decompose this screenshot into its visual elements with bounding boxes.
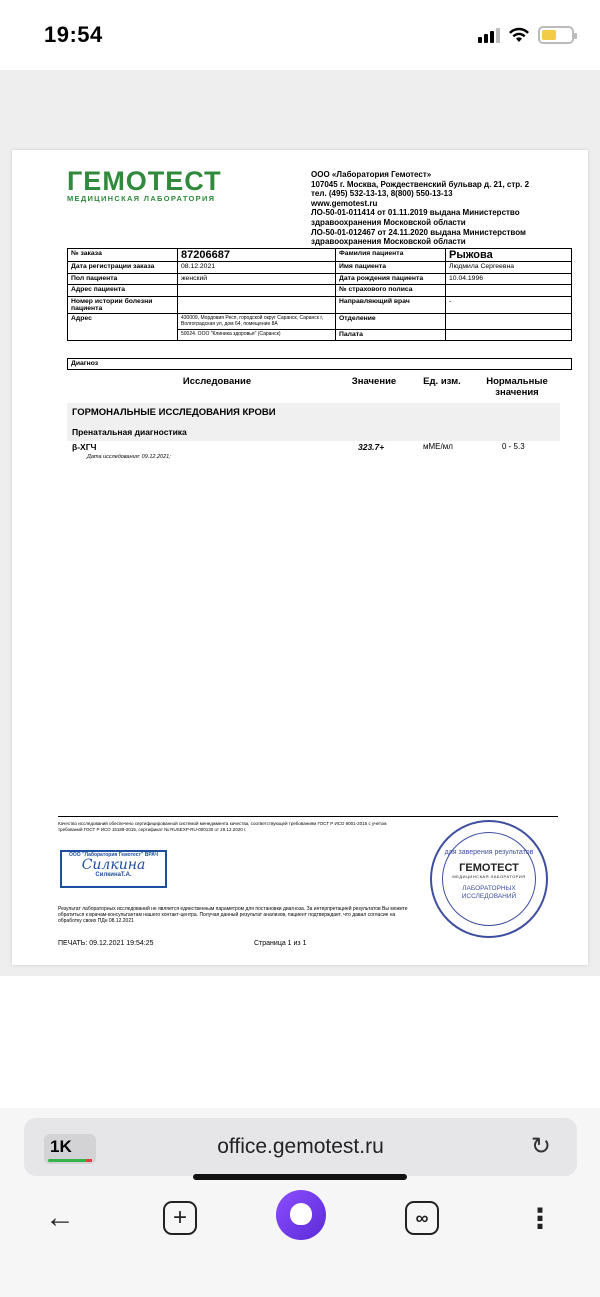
company-line: ЛО-50-01-012467 от 24.11.2020 выдана Министерством здравоохранения Московской области: [311, 227, 526, 247]
col-norm: Нормальные значения: [486, 376, 548, 398]
ward-label: Палата: [336, 329, 446, 341]
seal-logo-sub: МЕДИЦИНСКАЯ ЛАБОРАТОРИЯ: [452, 874, 526, 879]
birth-value: 10.04.1996: [446, 273, 572, 285]
result-name: β-ХГЧ: [72, 442, 97, 452]
company-line: тел. (495) 532-13-13, 8(800) 550-13-13: [311, 189, 453, 199]
order-label: № заказа: [68, 249, 178, 262]
back-button[interactable]: [40, 1198, 80, 1238]
cellular-signal-icon: [478, 27, 500, 43]
lab-report-page: [12, 150, 588, 965]
seal-line2: ЛАБОРАТОРНЫХ ИССЛЕДОВАНИЙ: [461, 885, 517, 900]
status-bar: [0, 0, 600, 70]
seal-line1: для заверения результатов: [444, 849, 534, 856]
col-unit: Ед. изм.: [423, 376, 461, 387]
col-test: Исследование: [182, 376, 252, 387]
wifi-icon: [508, 27, 530, 43]
surname-label: Фамилия пациента: [336, 249, 446, 262]
sex-value: женский: [178, 273, 336, 285]
stamp-top: ООО "Лаборатория Гемотест" ВРАЧ: [69, 852, 158, 858]
result-norm: 0 - 5.3: [502, 442, 525, 451]
logo-main-text: ГЕМОТЕСТ: [67, 166, 222, 196]
document-viewer[interactable]: [0, 70, 600, 976]
clinic-value: 50024. ООО "Клиника здоровья" (Саранск): [178, 329, 336, 341]
address-bar[interactable]: [24, 1118, 577, 1176]
history-label: Номер истории болезни пациента: [68, 296, 178, 313]
company-line: www.gemotest.ru: [311, 198, 378, 208]
subsection-title: Пренатальная диагностика: [67, 423, 560, 441]
col-value: Значение: [351, 376, 397, 387]
diagnosis-row: Диагноз: [67, 358, 572, 370]
browser-nav: [0, 1190, 600, 1250]
name-label: Имя пациента: [336, 262, 446, 274]
result-date: Дата исследования: 09.12.2021;: [87, 454, 171, 460]
policy-value: [446, 285, 572, 297]
name-value: Людмила Сергеевна: [446, 262, 572, 274]
result-value: 323.7+: [358, 442, 385, 452]
patient-info-table: [67, 248, 572, 341]
arrow-left-icon: ←: [45, 1201, 75, 1234]
reg-date-value: 08.12.2021: [178, 262, 336, 274]
surname-value: Рыжова: [446, 249, 572, 262]
lab-seal: [430, 820, 548, 938]
page-number: Страница 1 из 1: [254, 940, 307, 947]
result-notice: Результат лабораторных исследований не является единственным параметром для постановки диагноза. За интерпретацией результатов Вы можете обратиться к врачам-консультантам нашего контакт-центра. Получая данный результат анализов, пациент подтверждает, что давал согласие на обработку своих ПДн 08.12.2021: [58, 906, 408, 924]
doctor-value: -: [446, 296, 572, 313]
badge-indicator: [48, 1159, 92, 1162]
reload-icon[interactable]: ↻: [530, 1133, 551, 1160]
ward-value: [446, 329, 572, 341]
new-tab-button[interactable]: [160, 1198, 200, 1238]
company-line: ООО «Лаборатория Гемотест»: [311, 170, 432, 179]
seal-logo: ГЕМОТЕСТ: [459, 862, 519, 874]
reg-date-label: Дата регистрации заказа: [68, 262, 178, 274]
company-info: [311, 170, 571, 247]
status-icons: [478, 26, 574, 44]
quality-notice: Качество исследований обеспечено сертифицированной системой менеджмента качества, соответствующей требованиям ГОСТ Р ИСО 9001-2015 с учетом требований ГОСТ Р ИСО 15189-2015, сертификат № RUSEXP-RU-000130 от 29.12.2020 г.: [58, 821, 387, 832]
order-number: 87206687: [178, 249, 336, 262]
more-menu-button[interactable]: [520, 1198, 560, 1238]
browser-toolbar: [0, 1108, 600, 1297]
battery-icon: [538, 26, 574, 44]
result-unit: мМЕ/мл: [423, 442, 453, 451]
doctor-label: Направляющий врач: [336, 296, 446, 313]
dept-label: Отделение: [336, 313, 446, 329]
history-value: [178, 296, 336, 313]
dept-value: [446, 313, 572, 329]
home-indicator[interactable]: [193, 1174, 407, 1180]
address-value: [178, 285, 336, 297]
company-line: 107045 г. Москва, Рождественский бульвар д. 21, стр. 2: [311, 179, 530, 189]
logo-sub-text: МЕДИЦИНСКАЯ ЛАБОРАТОРИЯ: [67, 194, 216, 203]
gemotest-logo: [67, 168, 222, 203]
comments-count: 1K: [50, 1137, 72, 1156]
plus-icon: +: [163, 1201, 197, 1235]
tabs-button[interactable]: [402, 1198, 442, 1238]
footer-divider: [58, 816, 558, 817]
infinity-icon: ∞: [405, 1201, 439, 1235]
alice-assistant-button[interactable]: [276, 1190, 326, 1240]
policy-label: № страхового полиса: [336, 285, 446, 297]
doctor-stamp: [60, 850, 167, 888]
addr-value: 430009, Мордовия Респ, городской округ Саранск, Саранск г, Волгоградская ул, дом 64, помещение 8А: [178, 313, 336, 329]
address-label: Адрес пациента: [68, 285, 178, 297]
kebab-icon: ⋮: [526, 1202, 554, 1234]
birth-label: Дата рождения пациента: [336, 273, 446, 285]
stamp-signature: Силкина: [81, 857, 146, 873]
addr-label: Адрес: [68, 313, 178, 341]
company-line: ЛО-50-01-011414 от 01.11.2019 выдана Министерство здравоохранения Московской области: [311, 208, 520, 227]
status-time: 19:54: [44, 22, 103, 47]
stamp-name: СилкинаТ.А.: [95, 872, 132, 878]
section-title: ГОРМОНАЛЬНЫЕ ИССЛЕДОВАНИЯ КРОВИ: [67, 403, 560, 423]
sex-label: Пол пациента: [68, 273, 178, 285]
print-date: ПЕЧАТЬ: 09.12.2021 19:54:25: [58, 940, 154, 947]
url-text[interactable]: office.gemotest.ru: [217, 1135, 384, 1158]
